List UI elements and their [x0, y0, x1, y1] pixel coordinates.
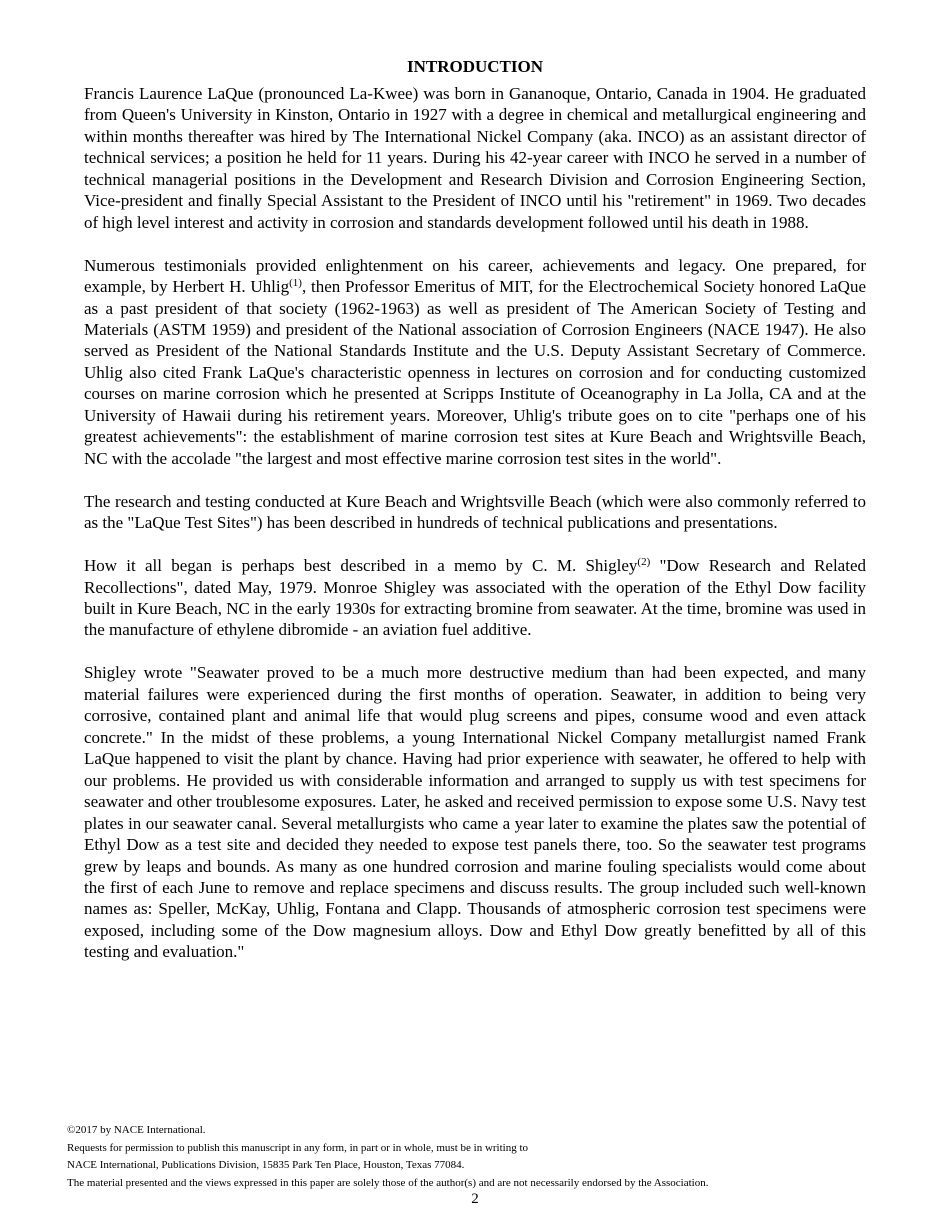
- disclaimer: The material presented and the views expressed in this paper are solely those of the author(s) and are not necessarily endorsed by the Association.: [67, 1176, 709, 1189]
- page-footer: [67, 1122, 887, 1192]
- page-number: 2: [471, 1191, 479, 1207]
- copyright-notice: ©2017 by NACE International.: [67, 1124, 206, 1136]
- paragraph-testimonials: [84, 255, 866, 470]
- paragraph-text: How it all began is perhaps best described in a memo by C. M. Shigley: [84, 556, 638, 576]
- paragraph-text: The research and testing conducted at Kure Beach and Wrightsville Beach (which were also commonly referred to as the "LaQue Test Sites") has been described in hundreds of technical publications and presentations.: [84, 491, 866, 533]
- article-body: [84, 83, 866, 984]
- paragraph-text: Shigley wrote "Seawater proved to be a much more destructive medium than had been expected, and many material failures were experienced during the first months of operation. Seawater, in addition to being very corrosive, contained plant and animal life that would plug screens and pipes, consume wood and even attack concrete." In the midst of these problems, a young International Nickel Company metallurgist named Frank LaQue happened to visit the plant by chance. Having had prior experience with seawater, he offered to help with our problems. He provided us with considerable information and arranged to supply us with test specimens for seawater and other troublesome exposures. Later, he asked and received permission to expose some U.S. Navy test plates in our seawater canal. Several metallurgists who came a year later to examine the plates saw the potential of Ethyl Dow as a test site and decided they needed to expose test panels there, too. So the seawater test programs grew by leaps and bounds. As many as one hundred corrosion and marine fouling specialists would come about the first of each June to remove and replace specimens and discuss results. The group included such well-known names as: Speller, McKay, Uhlig, Fontana and Clapp. Thousands of atmospheric corrosion test specimens were exposed, including some of the Dow magnesium alloys. Dow and Ethyl Dow greatly benefitted by all of this testing and evaluation.": [84, 663, 866, 962]
- paragraph-biography: [84, 83, 866, 233]
- paragraph-text: Numerous testimonials provided enlightenment on his career, achievements and legacy. One prepared, for example, by Herbert H. Uhlig: [84, 255, 866, 297]
- publisher-address: NACE International, Publications Division, 15835 Park Ten Place, Houston, Texas 77084.: [67, 1159, 465, 1171]
- paragraph-text: Francis Laurence LaQue (pronounced La-Kwee) was born in Gananoque, Ontario, Canada in 1904. He graduated from Queen's University in Kinston, Ontario in 1927 with a degree in chemical and metallurgical engineering and within months thereafter was hired by The International Nickel Company (aka. INCO) as an assistant director of technical services; a position he held for 11 years. During his 42-year career with INCO he served in a number of technical managerial positions in the Development and Research Division and Corrosion Engineering Section, Vice-president and finally Special Assistant to the President of INCO until his "retirement" in 1969. Two decades of high level interest and activity in corrosion and standards development followed until his death in 1988.: [84, 84, 866, 232]
- permission-notice: Requests for permission to publish this manuscript in any form, in part or in whole, must be in writing to: [67, 1141, 529, 1154]
- section-heading: INTRODUCTION: [406, 57, 544, 76]
- paragraph-shigley-quote: [84, 662, 866, 962]
- paragraph-test-sites: [84, 491, 866, 534]
- citation-reference-2: (2): [637, 556, 651, 569]
- paragraph-shigley-memo: [84, 555, 866, 641]
- paragraph-text: "Dow Research and Related Recollections", dated May, 1979. Monroe Shigley was associated with the operation of the Ethyl Dow facility built in Kure Beach, NC in the early 1930s for extracting bromine from seawater. At the time, bromine was used in the manufacture of ethylene dibromide - an aviation fuel additive.: [84, 556, 866, 640]
- citation-reference-1: (1): [289, 277, 302, 290]
- paragraph-text: , then Professor Emeritus of MIT, for the Electrochemical Society honored LaQue as a past president of that society (1962-1963) as well as president of The American Society of Testing and Materials (ASTM 1959) and president of the National association of Corrosion Engineers (NACE 1947). He also served as President of the National Standards Institute and the U.S. Deputy Assistant Secretary of Commerce. Uhlig also cited Frank LaQue's characteristic openness in lectures on corrosion and for conducting customized courses on marine corrosion which he presented at Scripps Institute of Oceanography in La Jolla, CA and at the University of Hawaii during his retirement years. Moreover, Uhlig's tribute goes on to cite "perhaps one of his greatest achievements": the establishment of marine corrosion test sites at Kure Beach and Wrightsville Beach, NC with the accolade "the largest and most effective marine corrosion test sites in the world".: [84, 277, 866, 468]
